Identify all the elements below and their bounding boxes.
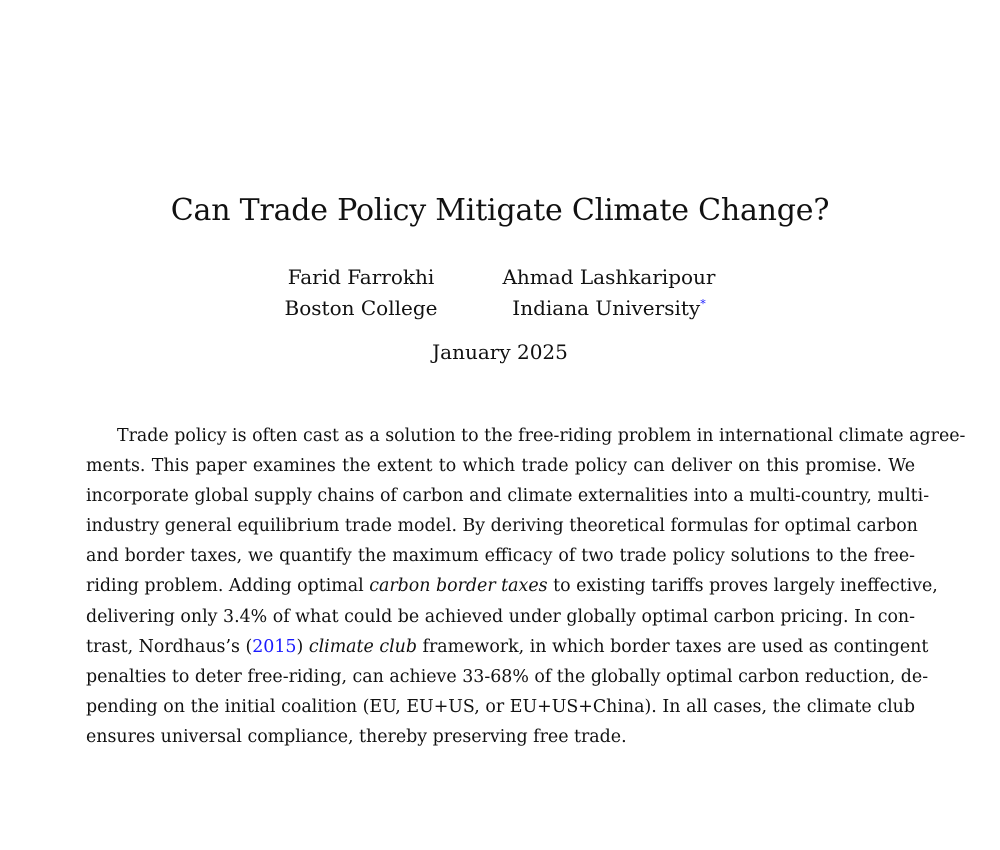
abstract-line: Trade policy is often cast as a solution to the free-riding problem in international climate agree- bbox=[117, 426, 966, 446]
citation-link[interactable]: 2015 bbox=[252, 636, 297, 657]
abstract-text: to existing tariffs proves largely ineffective, bbox=[547, 576, 938, 597]
footnote-link[interactable]: * bbox=[700, 297, 706, 311]
author-block-2 bbox=[495, 262, 723, 324]
abstract-line: ments. This paper examines the extent to which trade policy can deliver on this promise. We bbox=[86, 456, 915, 477]
abstract-line: pending on the initial coalition (EU, EU+US, or EU+US+China). In all cases, the climate club bbox=[86, 696, 915, 717]
abstract-line: ensures universal compliance, thereby preserving free trade. bbox=[86, 726, 627, 747]
abstract-text: ) bbox=[296, 636, 309, 657]
abstract-line bbox=[86, 632, 929, 662]
emphasized-term: carbon border taxes bbox=[369, 576, 548, 597]
author-affiliation-line bbox=[495, 293, 723, 324]
emphasized-term: climate club bbox=[308, 636, 417, 657]
abstract-text: riding problem. Adding optimal bbox=[86, 576, 370, 597]
author-affiliation: Boston College bbox=[284, 296, 438, 320]
author-name: Ahmad Lashkaripour bbox=[502, 265, 716, 289]
author-name: Farid Farrokhi bbox=[287, 265, 435, 289]
paper-date: January 2025 bbox=[432, 340, 568, 364]
abstract-text: framework, in which border taxes are used as contingent bbox=[417, 636, 929, 657]
abstract-line: penalties to deter free-riding, can achieve 33-68% of the globally optimal carbon reduction, de- bbox=[86, 666, 929, 687]
abstract-line bbox=[86, 571, 938, 601]
abstract-text: trast, Nordhaus’s ( bbox=[86, 636, 253, 657]
abstract-line: delivering only 3.4% of what could be achieved under globally optimal carbon pricing. In con- bbox=[86, 606, 915, 627]
abstract bbox=[86, 421, 966, 752]
abstract-line: and border taxes, we quantify the maximum efficacy of two trade policy solutions to the free- bbox=[86, 546, 915, 567]
author-block-1 bbox=[270, 262, 452, 324]
paper-title: Can Trade Policy Mitigate Climate Change? bbox=[170, 193, 830, 228]
author-affiliation: Indiana University bbox=[512, 296, 701, 320]
abstract-line: industry general equilibrium trade model. By deriving theoretical formulas for optimal carbon bbox=[86, 516, 918, 537]
abstract-line: incorporate global supply chains of carbon and climate externalities into a multi-country, multi- bbox=[86, 486, 930, 507]
